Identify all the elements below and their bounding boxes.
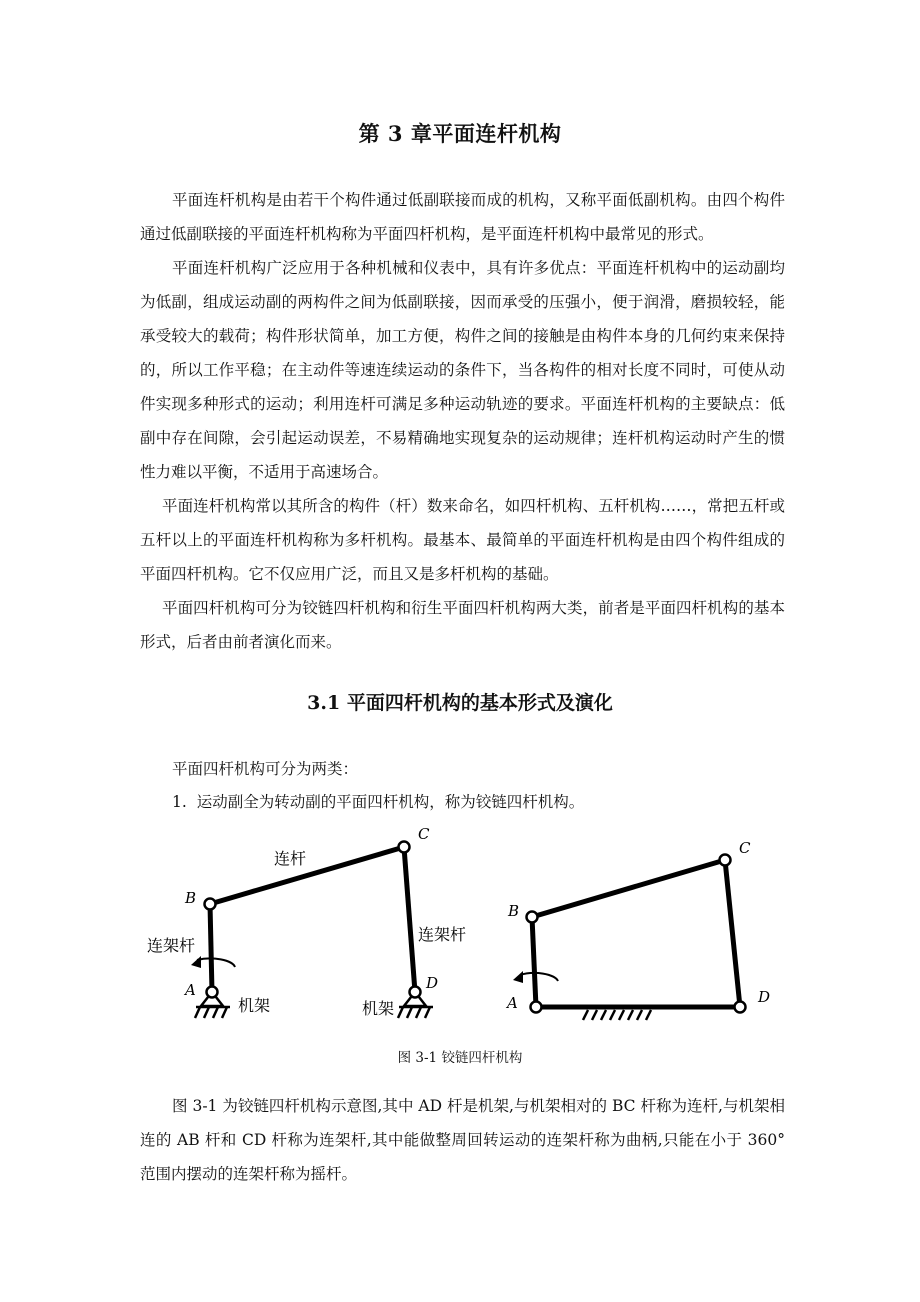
label-side-link-left: 连架杆 — [147, 936, 196, 955]
left-link-cd — [404, 847, 415, 992]
list-item-text: 运动副全为转动副的平面四杆机构，称为铰链四杆机构。 — [196, 793, 585, 811]
joint-b — [527, 912, 538, 923]
joint-c — [399, 842, 410, 853]
label-coupler: 连杆 — [274, 849, 307, 868]
label-d: D — [426, 974, 439, 992]
label-frame-left: 机架 — [238, 996, 271, 1015]
label-c: C — [739, 839, 751, 857]
label-d: D — [758, 988, 771, 1006]
joint-b — [205, 899, 216, 910]
left-link-bc — [210, 847, 404, 904]
paragraph-figure-description: 图 3-1 为铰链四杆机构示意图,其中 AD 杆是机架,与机架相对的 BC 杆称为连杆,与机架相连的 AB 杆和 CD 杆称为连架杆,其中能做整周回转运动的连架杆称为曲柄,只能在小于 360° 范围内摆动的连架杆称为摇杆。 — [140, 1097, 785, 1183]
label-b: B — [185, 889, 197, 907]
right-link-cd — [725, 860, 740, 1007]
intro-line: 平面四杆机构可分为两类： — [172, 760, 359, 778]
joint-c — [720, 855, 731, 866]
list-item-number: 1. — [172, 793, 187, 811]
label-side-link-right: 连架杆 — [418, 925, 467, 944]
figure-four-bar-linkage — [0, 825, 920, 1040]
joint-a — [207, 987, 218, 998]
left-link-ab — [210, 904, 212, 992]
label-c: C — [418, 825, 430, 843]
frame-hatching — [583, 1010, 651, 1020]
chapter-title: 第 3 章平面连杆机构 — [358, 121, 562, 146]
right-link-ab — [532, 917, 536, 1007]
joint-d — [410, 987, 421, 998]
paragraph-naming: 平面连杆机构常以其所含的构件（杆）数来命名，如四杆机构、五杆机构……，常把五杆或五杆以上的平面连杆机构称为多杆机构。最基本、最简单的平面连杆机构是由四个构件组成的平面四杆机构。它不仅应用广泛，而且又是多杆机构的基础。 — [140, 497, 785, 583]
label-frame-right: 机架 — [362, 999, 395, 1018]
paragraph-advantages: 平面连杆机构广泛应用于各种机械和仪表中，具有许多优点：平面连杆机构中的运动副均为低副，组成运动副的两构件之间为低副联接，因而承受的压强小，便于润滑，磨损较轻，能承受较大的载荷；构件形状简单，加工方便，构件之间的接触是由构件本身的几何约束来保持的，所以工作平稳；在主动件等速连续运动的条件下，当各构件的相对长度不同时，可使从动件实现多种形式的运动；利用连杆可满足多种运动轨迹的要求。平面连杆机构的主要缺点：低副中存在间隙，会引起运动误差，不易精确地实现复杂的运动规律；连杆机构运动时产生的惯性力难以平衡，不适用于高速场合。 — [140, 259, 785, 481]
paragraph-classification: 平面四杆机构可分为铰链四杆机构和衍生平面四杆机构两大类，前者是平面四杆机构的基本形式，后者由前者演化而来。 — [140, 599, 785, 651]
figure-left-linkage — [147, 825, 466, 1018]
right-link-bc — [532, 860, 725, 917]
label-b: B — [508, 902, 520, 920]
label-a: A — [507, 994, 518, 1012]
list-item — [172, 785, 584, 819]
figure-right-linkage — [505, 839, 770, 1020]
label-a: A — [185, 981, 196, 999]
paragraph-intro: 平面连杆机构是由若干个构件通过低副联接而成的机构，又称平面低副机构。由四个构件通过低副联接的平面连杆机构称为平面四杆机构，是平面连杆机构中最常见的形式。 — [140, 191, 785, 243]
figure-caption: 图 3-1 铰链四杆机构 — [397, 1050, 523, 1066]
joint-a — [531, 1002, 542, 1013]
section-title: 3.1 平面四杆机构的基本形式及演化 — [307, 692, 613, 714]
joint-d — [735, 1002, 746, 1013]
